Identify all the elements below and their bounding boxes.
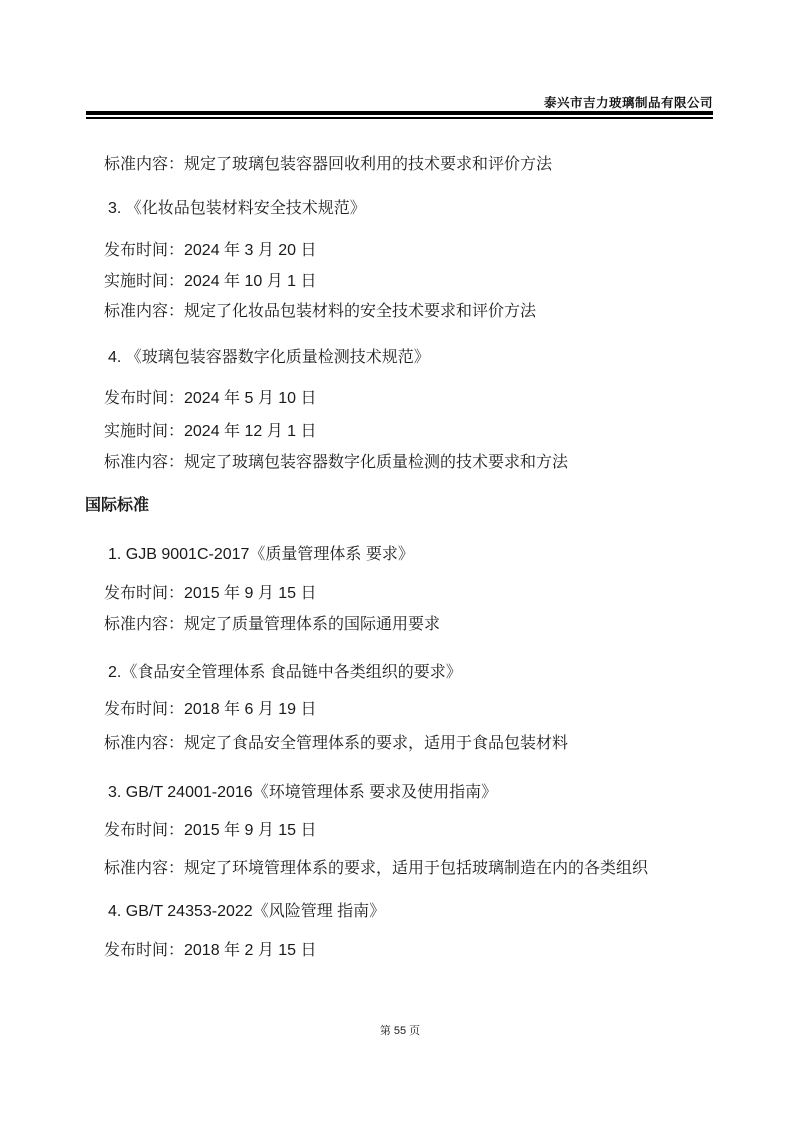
standard-item-title: 3. GB/T 24001-2016《环境管理体系 要求及使用指南》 bbox=[108, 784, 498, 801]
implement-date-line: 实施时间：2024 年 12 月 1 日 bbox=[104, 423, 317, 440]
publish-date-line: 发布时间：2015 年 9 月 15 日 bbox=[104, 585, 317, 602]
standard-item-title: 3. 《化妆品包装材料安全技术规范》 bbox=[108, 200, 366, 217]
standard-item-title: 4. 《玻璃包装容器数字化质量检测技术规范》 bbox=[108, 349, 430, 366]
header-company-name: 泰兴市吉力玻璃制品有限公司 bbox=[543, 96, 713, 110]
standard-content-line: 标准内容：规定了化妆品包装材料的安全技术要求和评价方法 bbox=[104, 303, 537, 320]
standard-content-line: 标准内容：规定了玻璃包装容器回收利用的技术要求和评价方法 bbox=[104, 156, 553, 173]
section-heading-international: 国际标准 bbox=[85, 497, 150, 514]
standard-item-title: 2.《食品安全管理体系 食品链中各类组织的要求》 bbox=[108, 664, 462, 681]
page-number: 第 55 页 bbox=[379, 1025, 421, 1037]
header-divider-thick-line bbox=[86, 111, 713, 115]
publish-date-line: 发布时间：2015 年 9 月 15 日 bbox=[104, 822, 317, 839]
standard-content-line: 标准内容：规定了食品安全管理体系的要求，适用于食品包装材料 bbox=[104, 735, 569, 752]
standard-item-title: 1. GJB 9001C-2017《质量管理体系 要求》 bbox=[108, 546, 414, 563]
publish-date-line: 发布时间：2018 年 2 月 15 日 bbox=[104, 942, 317, 959]
document-body bbox=[85, 157, 713, 959]
publish-date-line: 发布时间：2024 年 3 月 20 日 bbox=[104, 242, 317, 259]
standard-item-title: 4. GB/T 24353-2022《风险管理 指南》 bbox=[108, 903, 386, 920]
standard-content-line: 标准内容：规定了质量管理体系的国际通用要求 bbox=[104, 616, 441, 633]
standard-content-line: 标准内容：规定了玻璃包装容器数字化质量检测的技术要求和方法 bbox=[104, 454, 569, 471]
header-divider-thin-line bbox=[86, 117, 713, 119]
standard-content-line: 标准内容：规定了环境管理体系的要求，适用于包括玻璃制造在内的各类组织 bbox=[104, 860, 649, 877]
publish-date-line: 发布时间：2018 年 6 月 19 日 bbox=[104, 701, 317, 718]
header-divider bbox=[86, 111, 713, 119]
publish-date-line: 发布时间：2024 年 5 月 10 日 bbox=[104, 390, 317, 407]
implement-date-line: 实施时间：2024 年 10 月 1 日 bbox=[104, 273, 317, 290]
